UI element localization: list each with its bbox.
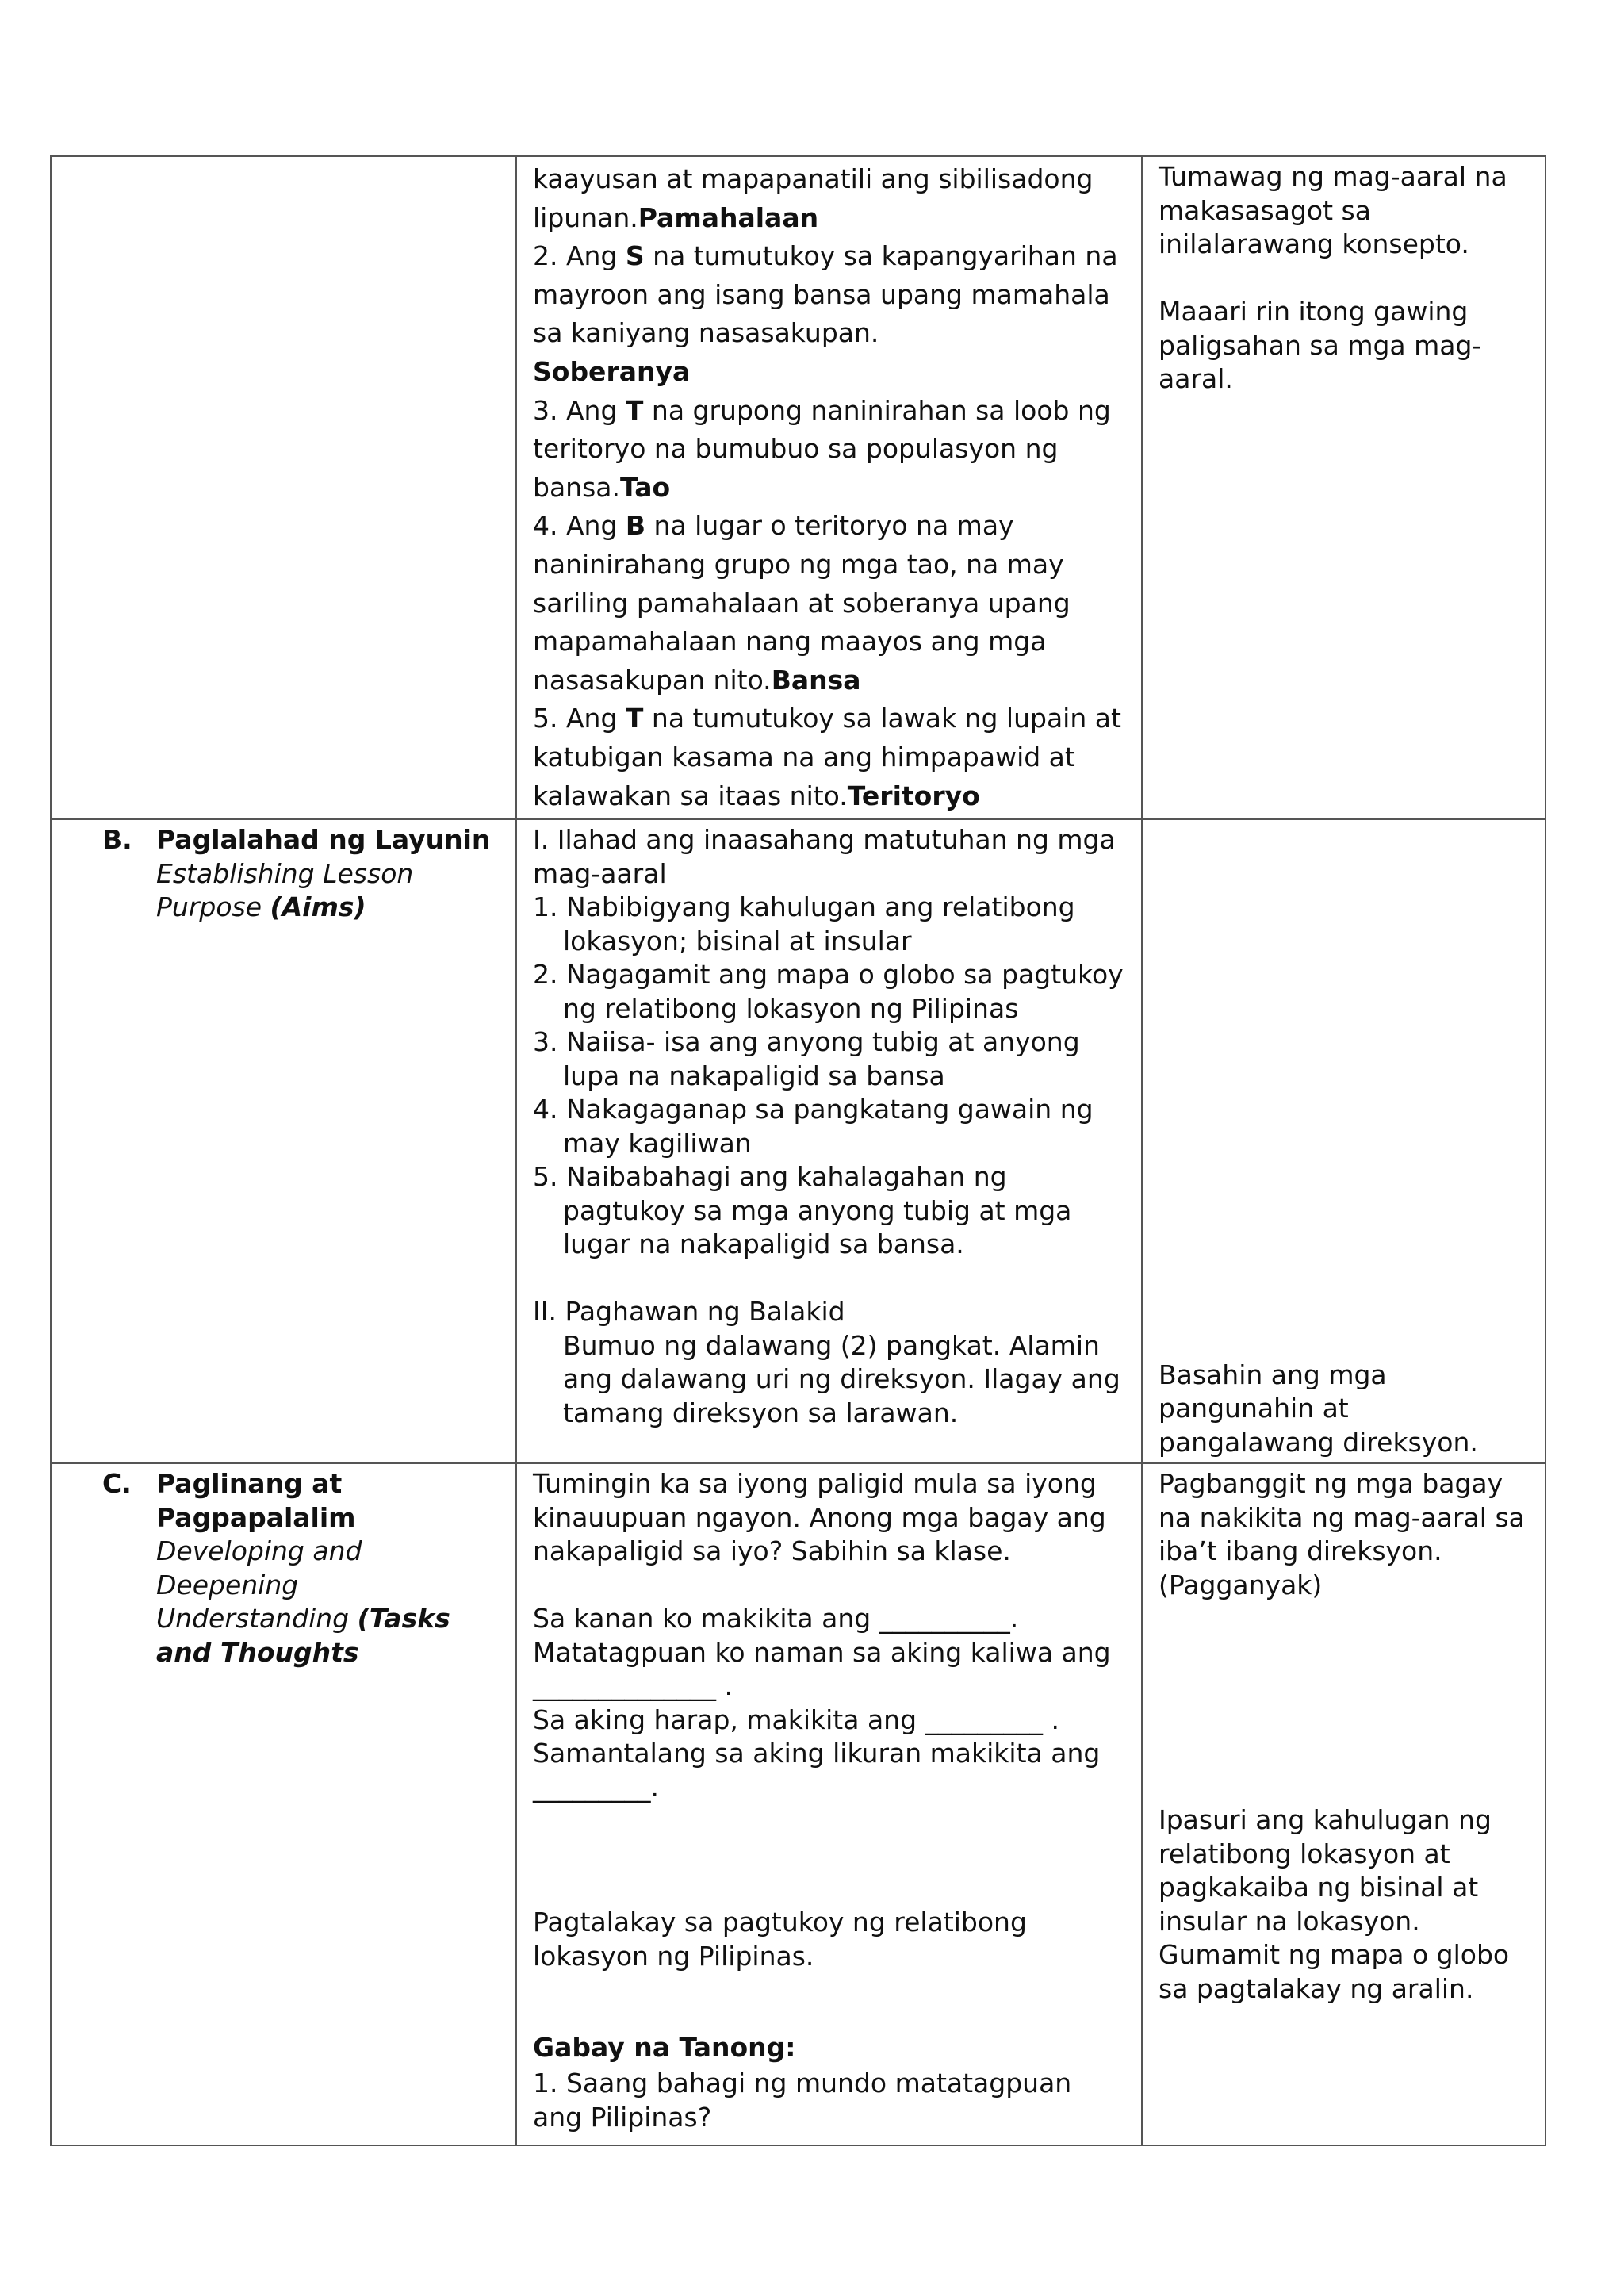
rowC-col2 [516,1463,1142,2145]
row1-note1: Tumawag ng mag-aaral na makasasagot sa inilalarawang konsepto. [1159,161,1507,259]
section-letter: B. [102,824,132,856]
row1-col1 [51,156,516,819]
rowB-col1 [51,819,516,1463]
fill-blank-back: Samantalang sa aking likuran makikita ang _________. [533,1738,1101,1803]
rowC-intro: Tumingin ka sa iyong paligid mula sa iyong kinauupuan ngayon. Anong mga bagay ang nakapaligid sa iyo? Sabihin sa klase. [533,1468,1106,1567]
row1-line2: lipunan.Pamahalaan [533,201,819,233]
answer-tao: Tao [620,471,671,503]
table-row [51,1463,1545,2145]
lesson-plan-table [50,155,1546,2146]
guide-question-1: 1. Saang bahagi ng mundo matatagpuan ang Pilipinas? [533,2068,1072,2133]
section-subtitle: Developing and Deepening Understanding [156,1535,362,1635]
rowC-col3 [1142,1463,1545,2145]
rowB-col2 [516,819,1142,1463]
discussion-text: Pagtalakay sa pagtukoy ng relatibong lokasyon ng Pilipinas. [533,1907,1027,1972]
section-title: Paglalahad ng Layunin [156,824,491,856]
list-item: 3. Naiisa- isa ang anyong tubig at anyong lupa na nakapaligid sa bansa [533,1026,1080,1091]
list-item: 2. Nagagamit ang mapa o globo sa pagtukoy ng relatibong lokasyon ng Pilipinas [533,959,1124,1024]
fill-blank-right: Sa kanan ko makikita ang __________. [533,1603,1019,1635]
fill-blank-front: Sa aking harap, makikita ang _________ . [533,1704,1059,1735]
list-item: 1. Nabibigyang kahulugan ang relatibong lokasyon; bisinal at insular [533,891,1075,956]
paghawan-body: Bumuo ng dalawang (2) pangkat. Alamin ang dalawang uri ng direksyon. Ilagay ang tamang direksyon sa larawan. [563,1329,1120,1428]
section-c-heading [52,1467,498,1669]
rowC-note2: Ipasuri ang kahulugan ng relatibong lokasyon at pagkakaiba ng bisinal at insular na lokasyon. Gumamit ng mapa o globo sa pagtalakay ng aralin. [1159,1804,1510,2004]
paghawan-title: II. Paghawan ng Balakid [533,1296,845,1328]
row1-line1: kaayusan at mapapanatili ang sibilisadong [533,163,1094,194]
fill-blank-left: Matatagpuan ko naman sa aking kaliwa ang ______________ . [533,1636,1111,1702]
row1-col3 [1142,156,1545,819]
rowB-col3 [1142,819,1545,1463]
item-5: 5. Ang T na tumutukoy sa lawak ng lupain at katubigan kasama na ang himpapawid at kalawakan sa itaas nito.Teritoryo [533,703,1121,811]
answer-pamahalaan: Pamahalaan [638,201,819,233]
section-subtitle-bold: (Tasks and Thoughts [156,1603,450,1668]
answer-soberanya: Soberanya [533,355,691,387]
rowC-col1 [51,1463,516,2145]
section-subtitle: Establishing Lesson Purpose [156,857,414,923]
item-4: 4. Ang B na lugar o teritoryo na may naninirahang grupo ng mga tao, na may sariling pamahalaan at soberanya upang mapamahalaan nang maayos ang mga nasasakupan nito.Bansa [533,510,1071,696]
item-3: 3. Ang T na grupong naninirahan sa loob ng teritoryo na bumubuo sa populasyon ng bansa.Tao [533,394,1111,503]
table-row [51,819,1545,1463]
list-item: 4. Nakagaganap sa pangkatang gawain ng may kagiliwan [533,1094,1094,1159]
item-2: 2. Ang S na tumutukoy sa kapangyarihan na mayroon ang isang bansa upang mamahala sa kaniyang nasasakupan. Soberanya [533,240,1118,387]
section-subtitle-bold: (Aims) [270,891,366,923]
rowC-note1: Pagbanggit ng mga bagay na nakikita ng mag-aaral sa iba’t ibang direksyon. (Pagganyak) [1159,1468,1525,1600]
list-item: 5. Naibabahagi ang kahalagahan ng pagtukoy sa mga anyong tubig at mga lugar na nakapaligid sa bansa. [533,1161,1072,1260]
rowB-note1: Basahin ang mga pangunahin at pangalawang direksyon. [1159,1359,1478,1458]
row1-col2 [516,156,1142,819]
answer-bansa: Bansa [771,664,861,696]
section-b-heading [52,823,498,925]
guide-questions-title: Gabay na Tanong: [533,2032,796,2064]
objectives-intro: I. Ilahad ang inaasahang matutuhan ng mga mag-aaral [533,824,1116,889]
row1-note2: Maaari rin itong gawing paligsahan sa mga mag-aaral. [1159,296,1482,394]
table-row [51,156,1545,819]
section-letter: C. [102,1468,132,1500]
answer-teritoryo: Teritoryo [847,780,980,811]
section-title: Paglinang at Pagpapalalim [156,1468,356,1533]
